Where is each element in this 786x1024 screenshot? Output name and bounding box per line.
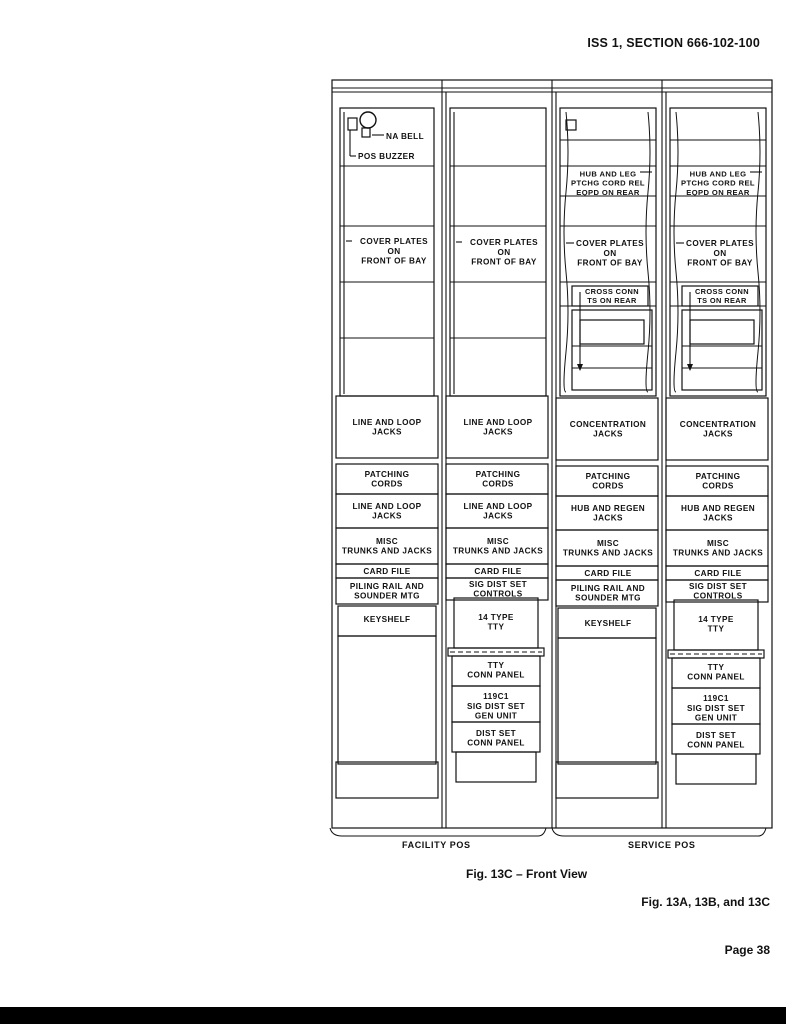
bay2-tty-conn-label: TTY — [487, 661, 505, 671]
bay4-panel-label: TRUNKS AND JACKS — [672, 548, 764, 558]
bay4-gen-unit-label: 119C1 — [703, 694, 729, 704]
bay3-panel-label: SOUNDER MTG — [575, 593, 641, 603]
bay3-panel-label: PATCHING — [585, 472, 631, 482]
bay4-tty-conn-label: CONN PANEL — [687, 672, 745, 682]
bay2-panel-label: LINE AND LOOP — [463, 502, 533, 512]
bay4-break-line — [756, 112, 760, 392]
bay4-panel-label: CORDS — [702, 481, 734, 491]
bay3-cover-plates-label: FRONT OF BAY — [577, 258, 643, 268]
bay2-panel-label: SIG DIST SET — [468, 580, 528, 590]
bay1-cover-plates-label: ON — [387, 246, 401, 256]
bay3-panel-label: HUB AND REGEN — [570, 504, 646, 514]
bay3-panel-label: PILING RAIL AND — [570, 584, 646, 594]
bell-icon — [360, 112, 376, 128]
bay4-panel-label: SIG DIST SET — [688, 582, 748, 592]
bay4-connector-window — [690, 320, 754, 344]
bay1-panel-label: LINE AND LOOP — [352, 418, 422, 428]
service-pos-label: SERVICE POS — [628, 840, 696, 850]
bay4-cover-plates-label: COVER PLATES — [686, 239, 754, 249]
bay1-panel-label: MISC — [375, 537, 399, 547]
page-number: Page 38 — [724, 943, 770, 957]
bay3-panel-label: CARD FILE — [584, 568, 632, 578]
bay4-tty-conn-label: TTY — [707, 663, 725, 673]
facility-brace — [330, 828, 546, 836]
bay4-dist-set-conn-label: DIST SET — [695, 731, 737, 741]
bay3-panel-label: MISC — [596, 539, 620, 549]
bay4-hub-leg-label: HUB AND LEG — [689, 169, 747, 179]
bay4-panel-label: PATCHING — [695, 472, 741, 482]
bay4-dist-set-conn-label: CONN PANEL — [687, 740, 745, 750]
bay4-cover-plates-label: FRONT OF BAY — [687, 258, 753, 268]
bay2-panel-label: JACKS — [483, 427, 513, 437]
bay4-gen-unit-label: SIG DIST SET — [686, 703, 746, 713]
bay3-panel-label: JACKS — [593, 513, 623, 523]
bay2-base — [456, 752, 536, 782]
bay3-panel-label: CONCENTRATION — [569, 420, 647, 430]
bay1-panel-label: TRUNKS AND JACKS — [341, 546, 433, 556]
bay4-gen-unit-label: GEN UNIT — [694, 713, 738, 723]
figure-references: Fig. 13A, 13B, and 13C — [641, 895, 770, 909]
bay2-panel-label: MISC — [486, 537, 510, 547]
bay4-panel-label: MISC — [706, 539, 730, 549]
bay4-cross-conn-label: TS ON REAR — [697, 296, 747, 306]
bay2-panel-label: PATCHING — [475, 470, 521, 480]
bay2-cover-plates-label: ON — [497, 247, 511, 257]
bay2-gen-unit-label: GEN UNIT — [474, 711, 518, 721]
bay1-bell-label: NA BELL — [386, 131, 424, 141]
bay1-base — [336, 762, 438, 798]
bay4-panel-label: CONTROLS — [693, 591, 743, 601]
bay3-connector-block — [572, 310, 652, 390]
bay2-cover-plates-label: FRONT OF BAY — [471, 257, 537, 267]
bay3-cover-plates-label: COVER PLATES — [576, 239, 644, 249]
bay3-panel-label: KEYSHELF — [584, 618, 632, 628]
bay4-panel-label: JACKS — [703, 429, 733, 439]
bay1-panel-label: KEYSHELF — [363, 614, 411, 624]
bay2-panel-label: LINE AND LOOP — [463, 418, 533, 428]
bay1-panel-label: SOUNDER MTG — [354, 591, 420, 601]
bay3-panel-label: CORDS — [592, 481, 624, 491]
bay3-cross-conn-label: TS ON REAR — [587, 296, 637, 306]
bay1-buzzer-label: POS BUZZER — [358, 151, 415, 161]
bay2-tty-label: 14 TYPE — [478, 613, 514, 623]
bay3-hub-leg-label: PTCHG CORD REL — [571, 178, 645, 188]
bay3-break-line — [564, 112, 568, 392]
bay2-tty-label: TTY — [487, 622, 505, 632]
bay4-panel-label: HUB AND REGEN — [680, 504, 756, 514]
bay4-hub-leg-label: EQPD ON REAR — [686, 187, 750, 197]
bay1-panel-label: PATCHING — [364, 470, 410, 480]
bay3-base — [556, 762, 658, 798]
bay1-lower-cabinet — [338, 636, 436, 764]
figure-caption: Fig. 13C – Front View — [466, 867, 588, 881]
bay2-dist-set-conn-label: DIST SET — [475, 729, 517, 739]
bay1-cover-plates-label: FRONT OF BAY — [361, 256, 427, 266]
bay3-cross-conn-label: CROSS CONN — [584, 287, 640, 297]
bay4-hub-leg-label: PTCHG CORD REL — [681, 178, 755, 188]
bay2-panel-label: CARD FILE — [474, 566, 522, 576]
bay4-cover-plates-label: ON — [713, 248, 727, 258]
page-header: ISS 1, SECTION 666-102-100 — [587, 36, 760, 50]
bay2-dist-set-conn-label: CONN PANEL — [467, 738, 525, 748]
scan-border — [0, 1007, 786, 1024]
bay4-break-line — [674, 112, 678, 392]
facility-pos-label: FACILITY POS — [402, 840, 471, 850]
bay1-cover-plates-label: COVER PLATES — [360, 237, 428, 247]
bay3-break-line — [646, 112, 650, 392]
bay3-panel-label: TRUNKS AND JACKS — [562, 548, 654, 558]
bay2-cover-plates-label: COVER PLATES — [470, 238, 538, 248]
bay2-tty-conn-label: CONN PANEL — [467, 670, 525, 680]
bay3-connector-window — [580, 320, 644, 344]
bay4-tty-label: TTY — [707, 624, 725, 634]
bay4-panel-label: CONCENTRATION — [679, 420, 757, 430]
bay2-panel-label: JACKS — [483, 511, 513, 521]
bay1-panel-label: LINE AND LOOP — [352, 502, 422, 512]
bay4-connector-block — [682, 310, 762, 390]
bay2-panel-label: CORDS — [482, 479, 514, 489]
bay3-hub-leg-label: EQPD ON REAR — [576, 187, 640, 197]
bay4-cross-conn-label: CROSS CONN — [694, 287, 750, 297]
bay4-base — [676, 754, 756, 784]
bell-base-icon — [362, 128, 370, 137]
service-brace — [552, 828, 766, 836]
bay4-tty-label: 14 TYPE — [698, 615, 734, 625]
bay1-panel-label: JACKS — [372, 511, 402, 521]
bay4-panel-label: CARD FILE — [694, 568, 742, 578]
bay3-cover-plates-label: ON — [603, 248, 617, 258]
bay1-panel-label: PILING RAIL AND — [349, 582, 425, 592]
bay2-panel-label: CONTROLS — [473, 589, 523, 599]
bay1-panel-label: JACKS — [372, 427, 402, 437]
bay4-panel-label: JACKS — [703, 513, 733, 523]
bay2-panel-label: TRUNKS AND JACKS — [452, 546, 544, 556]
bay3-panel-label: JACKS — [593, 429, 623, 439]
buzzer-icon — [348, 118, 357, 130]
bay2-gen-unit-label: 119C1 — [483, 692, 509, 702]
bay3-hub-leg-label: HUB AND LEG — [579, 169, 637, 179]
bay3-lower-cabinet — [558, 638, 656, 764]
bay2-gen-unit-label: SIG DIST SET — [466, 701, 526, 711]
bay1-panel-label: CORDS — [371, 479, 403, 489]
bay1-panel-label: CARD FILE — [363, 566, 411, 576]
